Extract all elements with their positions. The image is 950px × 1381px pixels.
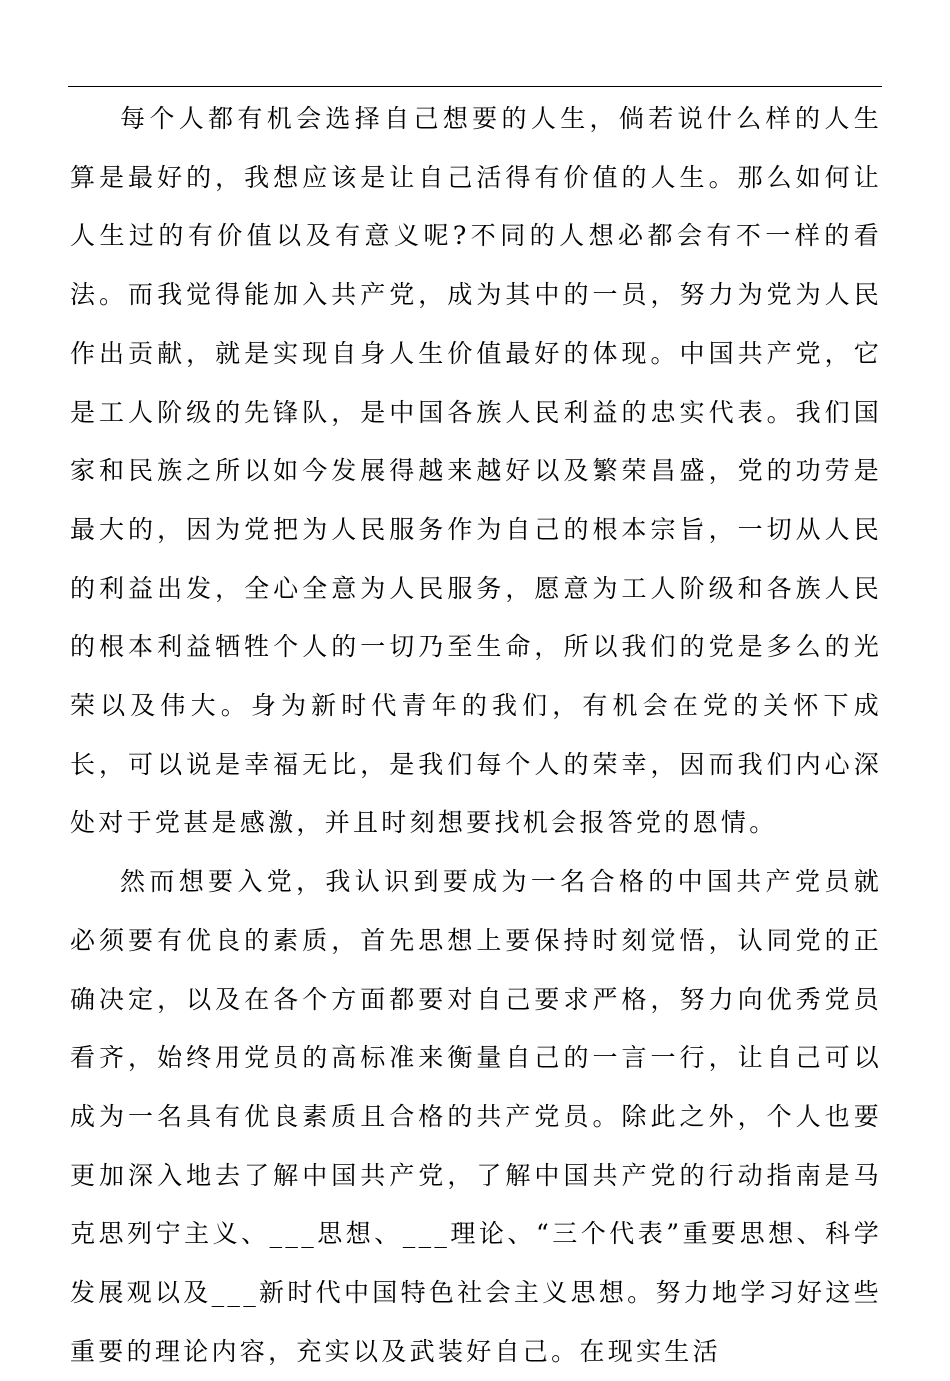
document-body — [70, 90, 882, 1381]
header-rule — [68, 86, 882, 87]
paragraph-2: 然而想要入党，我认识到要成为一名合格的中国共产党员就必须要有优良的素质，首先思想上要保持时刻觉悟，认同党的正确决定，以及在各个方面都要对自己要求严格，努力向优秀党员看齐，始终用党员的高标准来衡量自己的一言一行，让自己可以成为一名具有优良素质且合格的共产党员。除此之外，个人也要更加深入地去了解中国共产党，了解中国共产党的行动指南是马克思列宁主义、___思想、___理论、“三个代表”重要思想、科学发展观以及___新时代中国特色社会主义思想。努力地学习好这些重要的理论内容，充实以及武装好自己。在现实生活 — [70, 867, 882, 1366]
paragraph-1: 每个人都有机会选择自己想要的人生，倘若说什么样的人生算是最好的，我想应该是让自己活得有价值的人生。那么如何让人生过的有价值以及有意义呢?不同的人想必都会有不一样的看法。而我觉得能加入共产党，成为其中的一员，努力为党为人民作出贡献，就是实现自身人生价值最好的体现。中国共产党，它是工人阶级的先锋队，是中国各族人民利益的忠实代表。我们国家和民族之所以如今发展得越来越好以及繁荣昌盛，党的功劳是最大的，因为党把为人民服务作为自己的根本宗旨，一切从人民的利益出发，全心全意为人民服务，愿意为工人阶级和各族人民的根本利益牺牲个人的一切乃至生命，所以我们的党是多么的光荣以及伟大。身为新时代青年的我们，有机会在党的关怀下成长，可以说是幸福无比，是我们每个人的荣幸，因而我们内心深处对于党甚是感激，并且时刻想要找机会报答党的恩情。 — [70, 104, 882, 838]
